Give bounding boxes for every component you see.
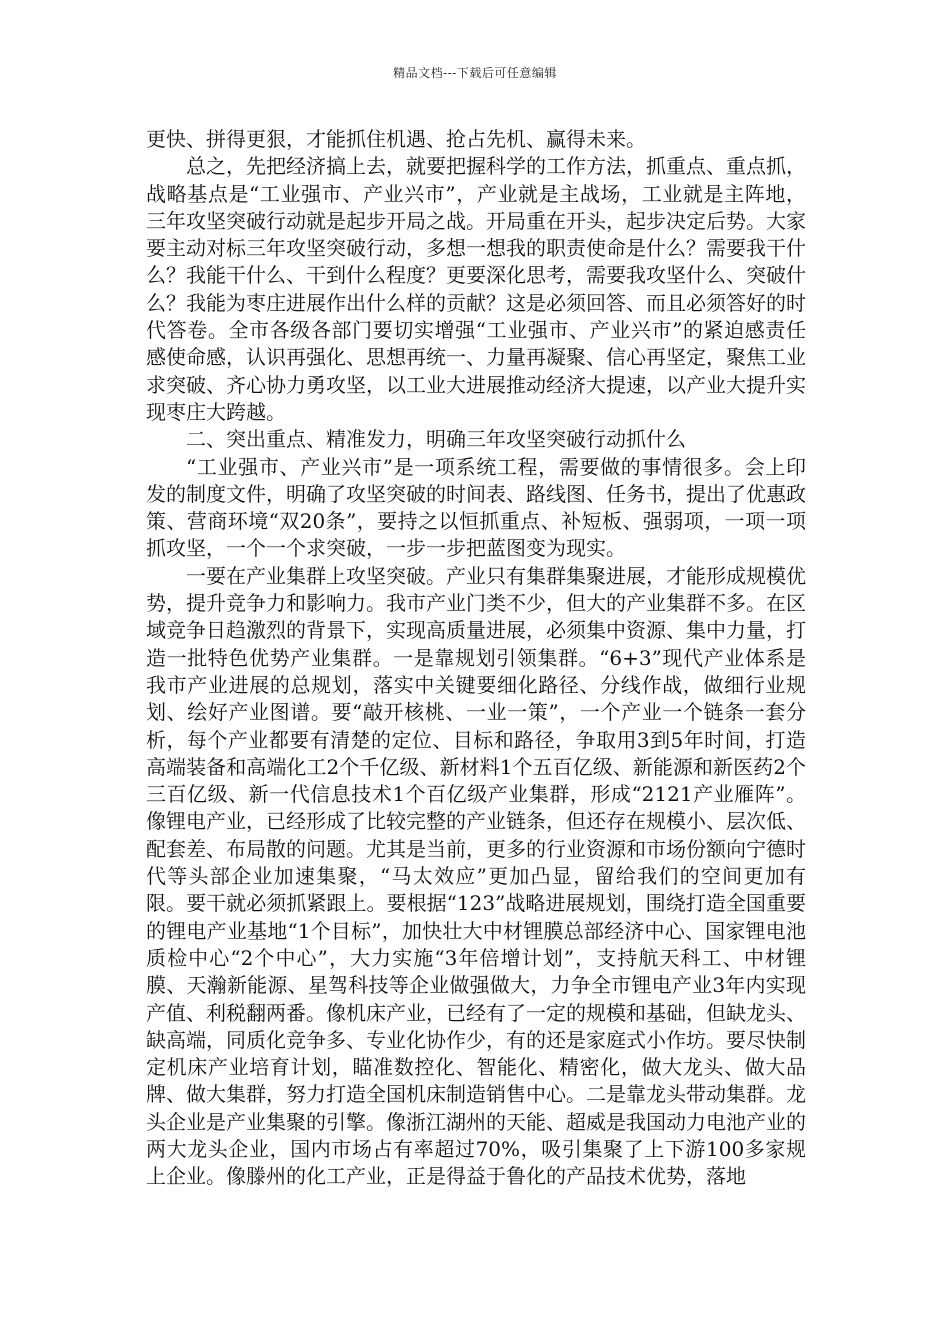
paragraph-3: “工业强市、产业兴市”是一项系统工程，需要做的事情很多。会上印发的制度文件，明确了攻坚突破的时间表、路线图、任务书，提出了优惠政策、营商环境“双20条”，要持之以恒抓重点、补短板、强弱项，一项一项抓攻坚，一个一个求突破，一步一步把蓝图变为现实。	[146, 454, 806, 561]
paragraph-2: 总之，先把经济搞上去，就要把握科学的工作方法，抓重点、重点抓，战略基点是“工业强市、产业兴市”，产业就是主战场，工业就是主阵地，三年攻坚突破行动就是起步开局之战。开局重在开头，起步决定后势。大家要主动对标三年攻坚突破行动，多想一想我的职责使命是什么？需要我干什么？我能干什么、干到什么程度？更要深化思考，需要我攻坚什么、突破什么？我能为枣庄进展作出什么样的贡献？这是必须回答、而且必须答好的时代答卷。全市各级各部门要切实增强“工业强市、产业兴市”的紧迫感责任感使命感，认识再强化、思想再统一、力量再凝聚、信心再坚定，聚焦工业求突破、齐心协力勇攻坚，以工业大进展推动经济大提速，以产业大提升实现枣庄大跨越。	[146, 154, 806, 424]
paragraph-1: 更快、拼得更狠，才能抓住机遇、抢占先机、赢得未来。	[146, 127, 646, 151]
page-header: 精品文档---下载后可任意编辑	[393, 66, 557, 80]
paragraph-4: 一要在产业集群上攻坚突破。产业只有集群集聚进展，才能形成规模优势，提升竞争力和影响力。我市产业门类不少，但大的产业集群不多。在区域竞争日趋激烈的背景下，实现高质量进展，必须集中资源、集中力量，打造一批特色优势产业集群。一是靠规划引领集群。“6+3”现代产业体系是我市产业进展的总规划，落实中关键要细化路径、分线作战，做细行业规划、绘好产业图谱。要“敲开核桃、一业一策”，一个产业一个链条一套分析，每个产业都要有清楚的定位、目标和路径，争取用3到5年时间，打造高端装备和高端化工2个千亿级、新材料1个五百亿级、新能源和新医药2个三百亿级、新一代信息技术1个百亿级产业集群，形成“2121产业雁阵”。像锂电产业，已经形成了比较完整的产业链条，但还存在规模小、层次低、配套差、布局散的问题。尤其是当前，更多的行业资源和市场份额向宁德时代等头部企业加速集聚，“马太效应”更加凸显，留给我们的空间更加有限。要干就必须抓紧跟上。要根据“123”战略进展规划，围绕打造全国重要的锂电产业基地“1个目标”，加快壮大中材锂膜总部经济中心、国家锂电池质检中心“2个中心”，大力实施“3年倍增计划”，支持航天科工、中材锂膜、天瀚新能源、星驾科技等企业做强做大，力争全市锂电产业3年内实现产值、利税翻两番。像机床产业，已经有了一定的规模和基础，但缺龙头、缺高端，同质化竞争多、专业化协作少，有的还是家庭式小作坊。要尽快制定机床产业培育计划，瞄准数控化、智能化、精密化，做大龙头、做大品牌、做大集群，努力打造全国机床制造销售中心。二是靠龙头带动集群。龙头企业是产业集聚的引擎。像浙江湖州的天能、超威是我国动力电池产业的两大龙头企业，国内市场占有率超过70%，吸引集聚了上下游100多家规上企业。像滕州的化工产业，正是得益于鲁化的产品技术优势，落地	[146, 563, 806, 1189]
section-heading: 二、突出重点、精准发力，明确三年攻坚突破行动抓什么	[186, 427, 686, 452]
document-body	[146, 126, 806, 1191]
